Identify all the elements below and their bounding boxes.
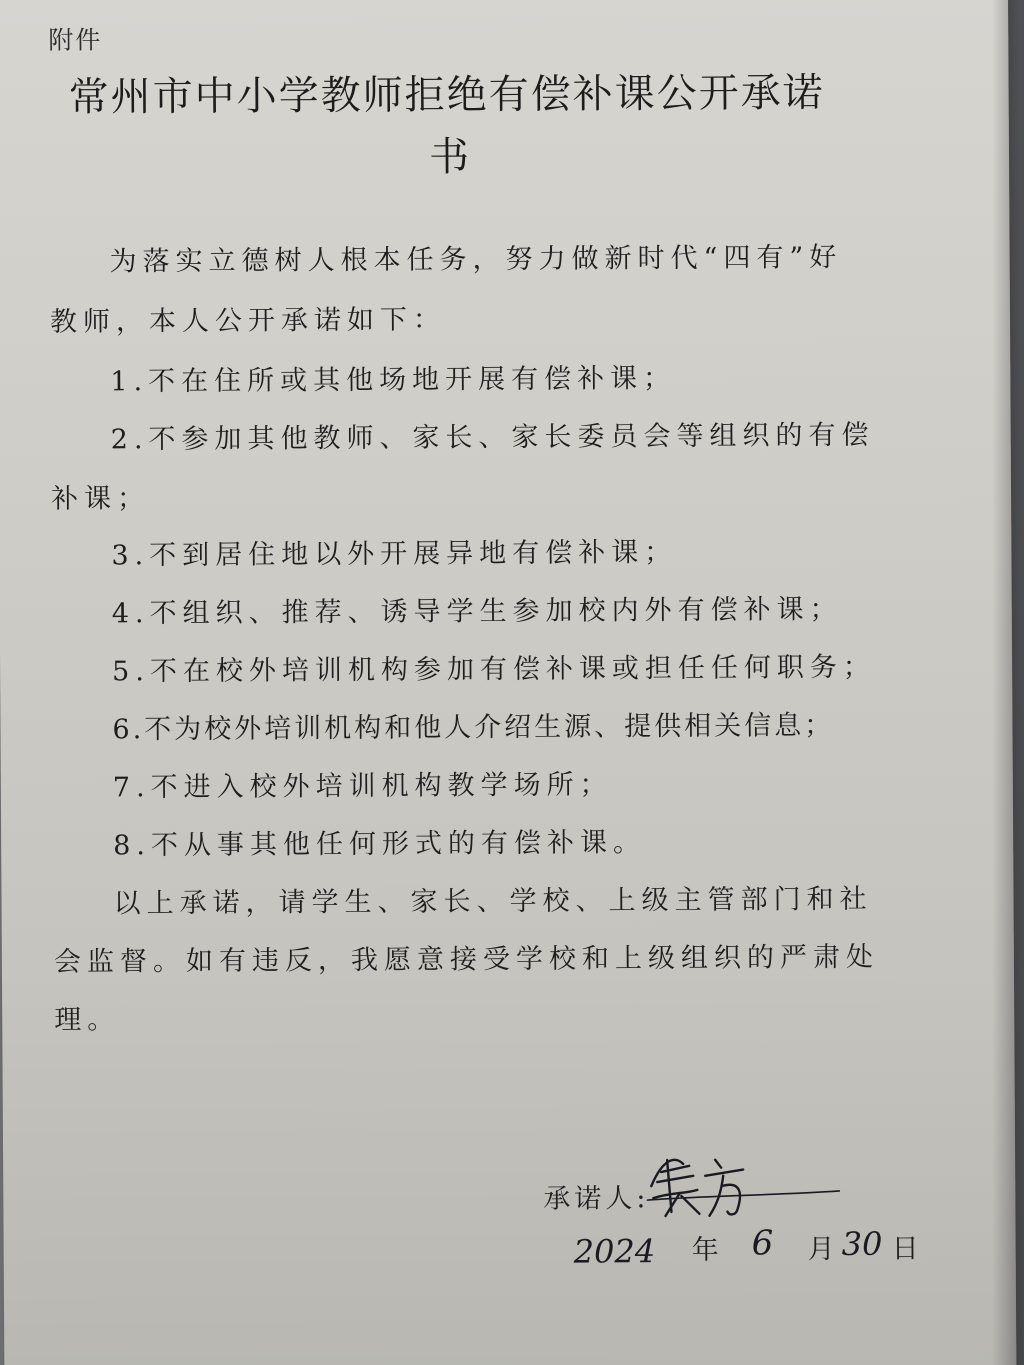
closing-line-1: 以上承诺，请学生、家长、学校、上级主管部门和社 xyxy=(113,883,873,920)
date-day-unit: 日 xyxy=(891,1233,923,1265)
paragraph-intro-line-1: 为落实立德树人根本任务，努力做新时代“四有”好 xyxy=(109,241,843,278)
commitment-item-3: 3.不到居住地以外开展异地有偿补课； xyxy=(111,536,678,572)
date-year-handwritten: 2024 xyxy=(573,1232,656,1271)
commitment-item-8: 8.不从事其他任何形式的有偿补课。 xyxy=(113,827,647,862)
commitment-item-4: 4.不组织、推荐、诱导学生参加校内外有偿补课； xyxy=(111,593,843,630)
date-day-handwritten: 30 xyxy=(841,1224,883,1263)
signer-label: 承诺人: xyxy=(543,1183,650,1215)
commitment-body xyxy=(49,235,879,1036)
handwritten-signature xyxy=(643,1145,843,1226)
commitment-item-5: 5.不在校外培训机构参加有偿补课或担任任何职务； xyxy=(112,651,876,688)
commitment-item-6: 6.不为校外培训机构和他人介绍生源、提供相关信息； xyxy=(112,709,835,746)
paragraph-intro-line-2: 教师，本人公开承诺如下： xyxy=(49,304,447,338)
commitment-item-2: 2.不参加其他教师、家长、家长委员会等组织的有偿 xyxy=(110,419,875,456)
title-line-1: 常州市中小学教师拒绝有偿补课公开承诺 xyxy=(68,70,825,121)
document-title xyxy=(68,62,909,191)
date-month-unit: 月 xyxy=(807,1233,839,1266)
date-year-unit: 年 xyxy=(691,1234,723,1266)
closing-line-2: 会监督。如有违反，我愿意接受学校和上级组织的严肃处 xyxy=(53,941,879,978)
attachment-label: 附件 xyxy=(48,25,103,55)
commitment-item-7: 7.不进入校外培训机构教学场所； xyxy=(112,769,613,804)
date-month-handwritten: 6 xyxy=(751,1223,774,1264)
title-line-2: 书 xyxy=(428,134,472,181)
commitment-item-2-cont: 补课； xyxy=(50,483,151,515)
paper-edge-shadow xyxy=(992,0,1024,1365)
signature-block xyxy=(543,1167,923,1309)
commitment-item-1: 1.不在住所或其他场地开展有偿补课； xyxy=(110,362,677,398)
closing-line-3: 理。 xyxy=(54,1004,121,1036)
